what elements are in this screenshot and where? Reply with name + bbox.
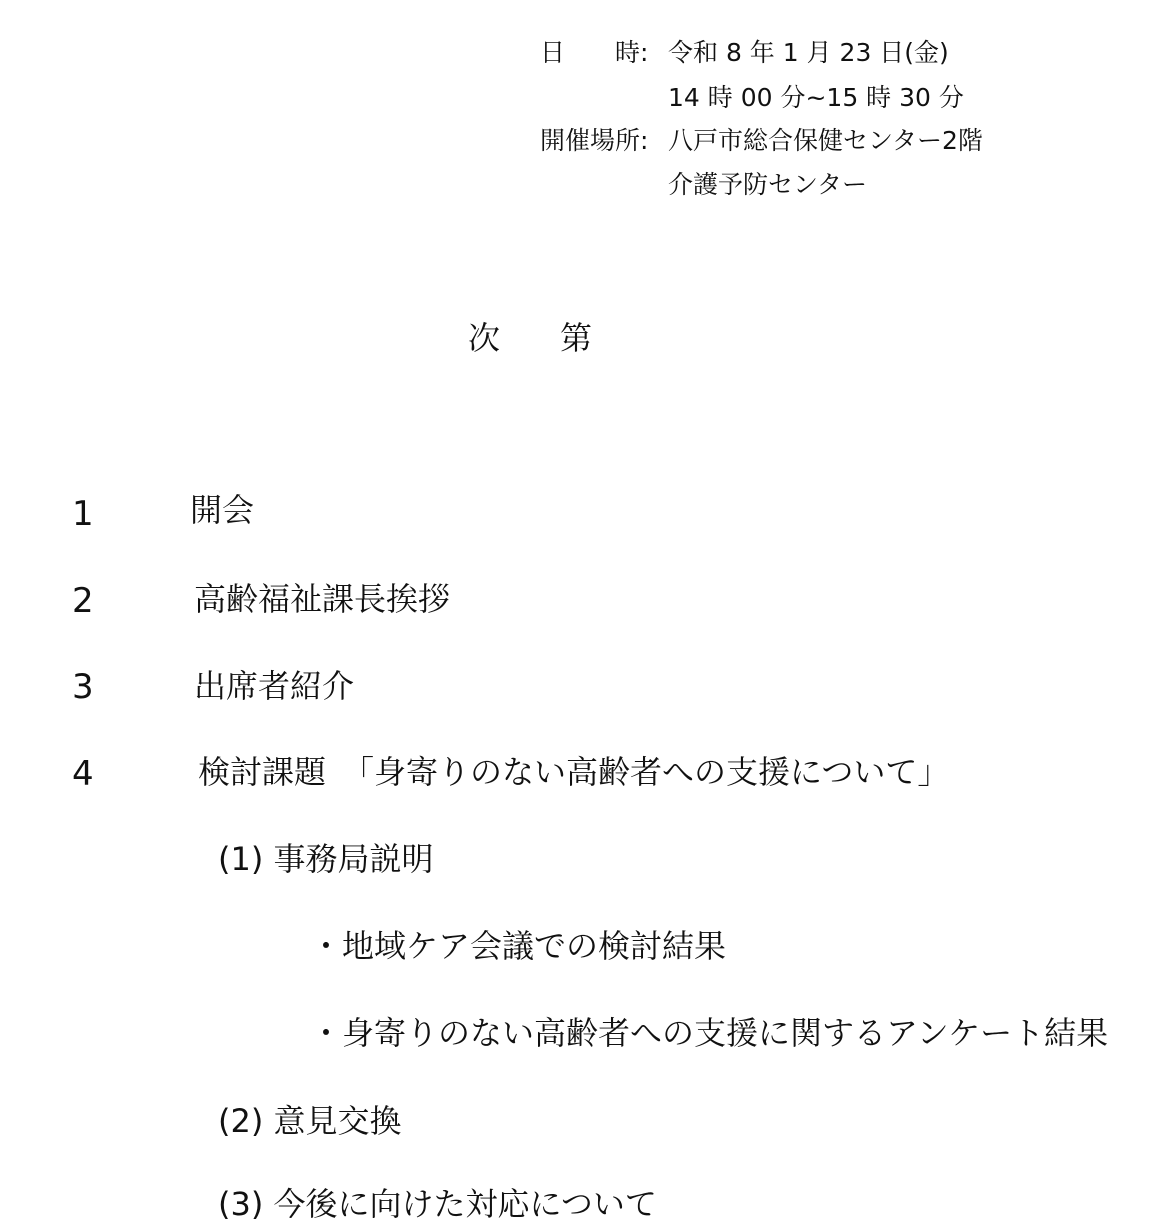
agenda-item: 出席者紹介 bbox=[194, 667, 355, 705]
agenda-subitem: (2) 意見交換 bbox=[218, 1102, 402, 1140]
venue-room: 介護予防センター bbox=[668, 170, 868, 199]
venue-value: 八戸市総合保健センター2階 bbox=[668, 126, 983, 155]
agenda-number: 1 bbox=[72, 494, 94, 534]
date-value: 令和 8 年 1 月 23 日(金) bbox=[668, 38, 949, 67]
page-title: 次第 bbox=[468, 319, 653, 357]
agenda-number: 4 bbox=[72, 754, 94, 794]
agenda-bullet: ・地域ケア会議での検討結果 bbox=[310, 927, 727, 965]
time-value: 14 時 00 分~15 時 30 分 bbox=[668, 83, 964, 112]
agenda-item: 検討課題 「身寄りのない高齢者への支援について」 bbox=[198, 753, 950, 791]
agenda-bullet: ・身寄りのない高齢者への支援に関するアンケート結果 bbox=[310, 1014, 1109, 1052]
date-label: 日 時: bbox=[540, 38, 649, 67]
agenda-number: 3 bbox=[72, 667, 94, 707]
venue-label: 開催場所: bbox=[540, 126, 649, 155]
agenda-item: 開会 bbox=[190, 491, 255, 529]
agenda-item: 高齢福祉課長挨拶 bbox=[194, 580, 451, 618]
agenda-subitem: (3) 今後に向けた対応について bbox=[218, 1185, 657, 1223]
agenda-subitem: (1) 事務局説明 bbox=[218, 840, 434, 878]
agenda-number: 2 bbox=[72, 581, 94, 621]
